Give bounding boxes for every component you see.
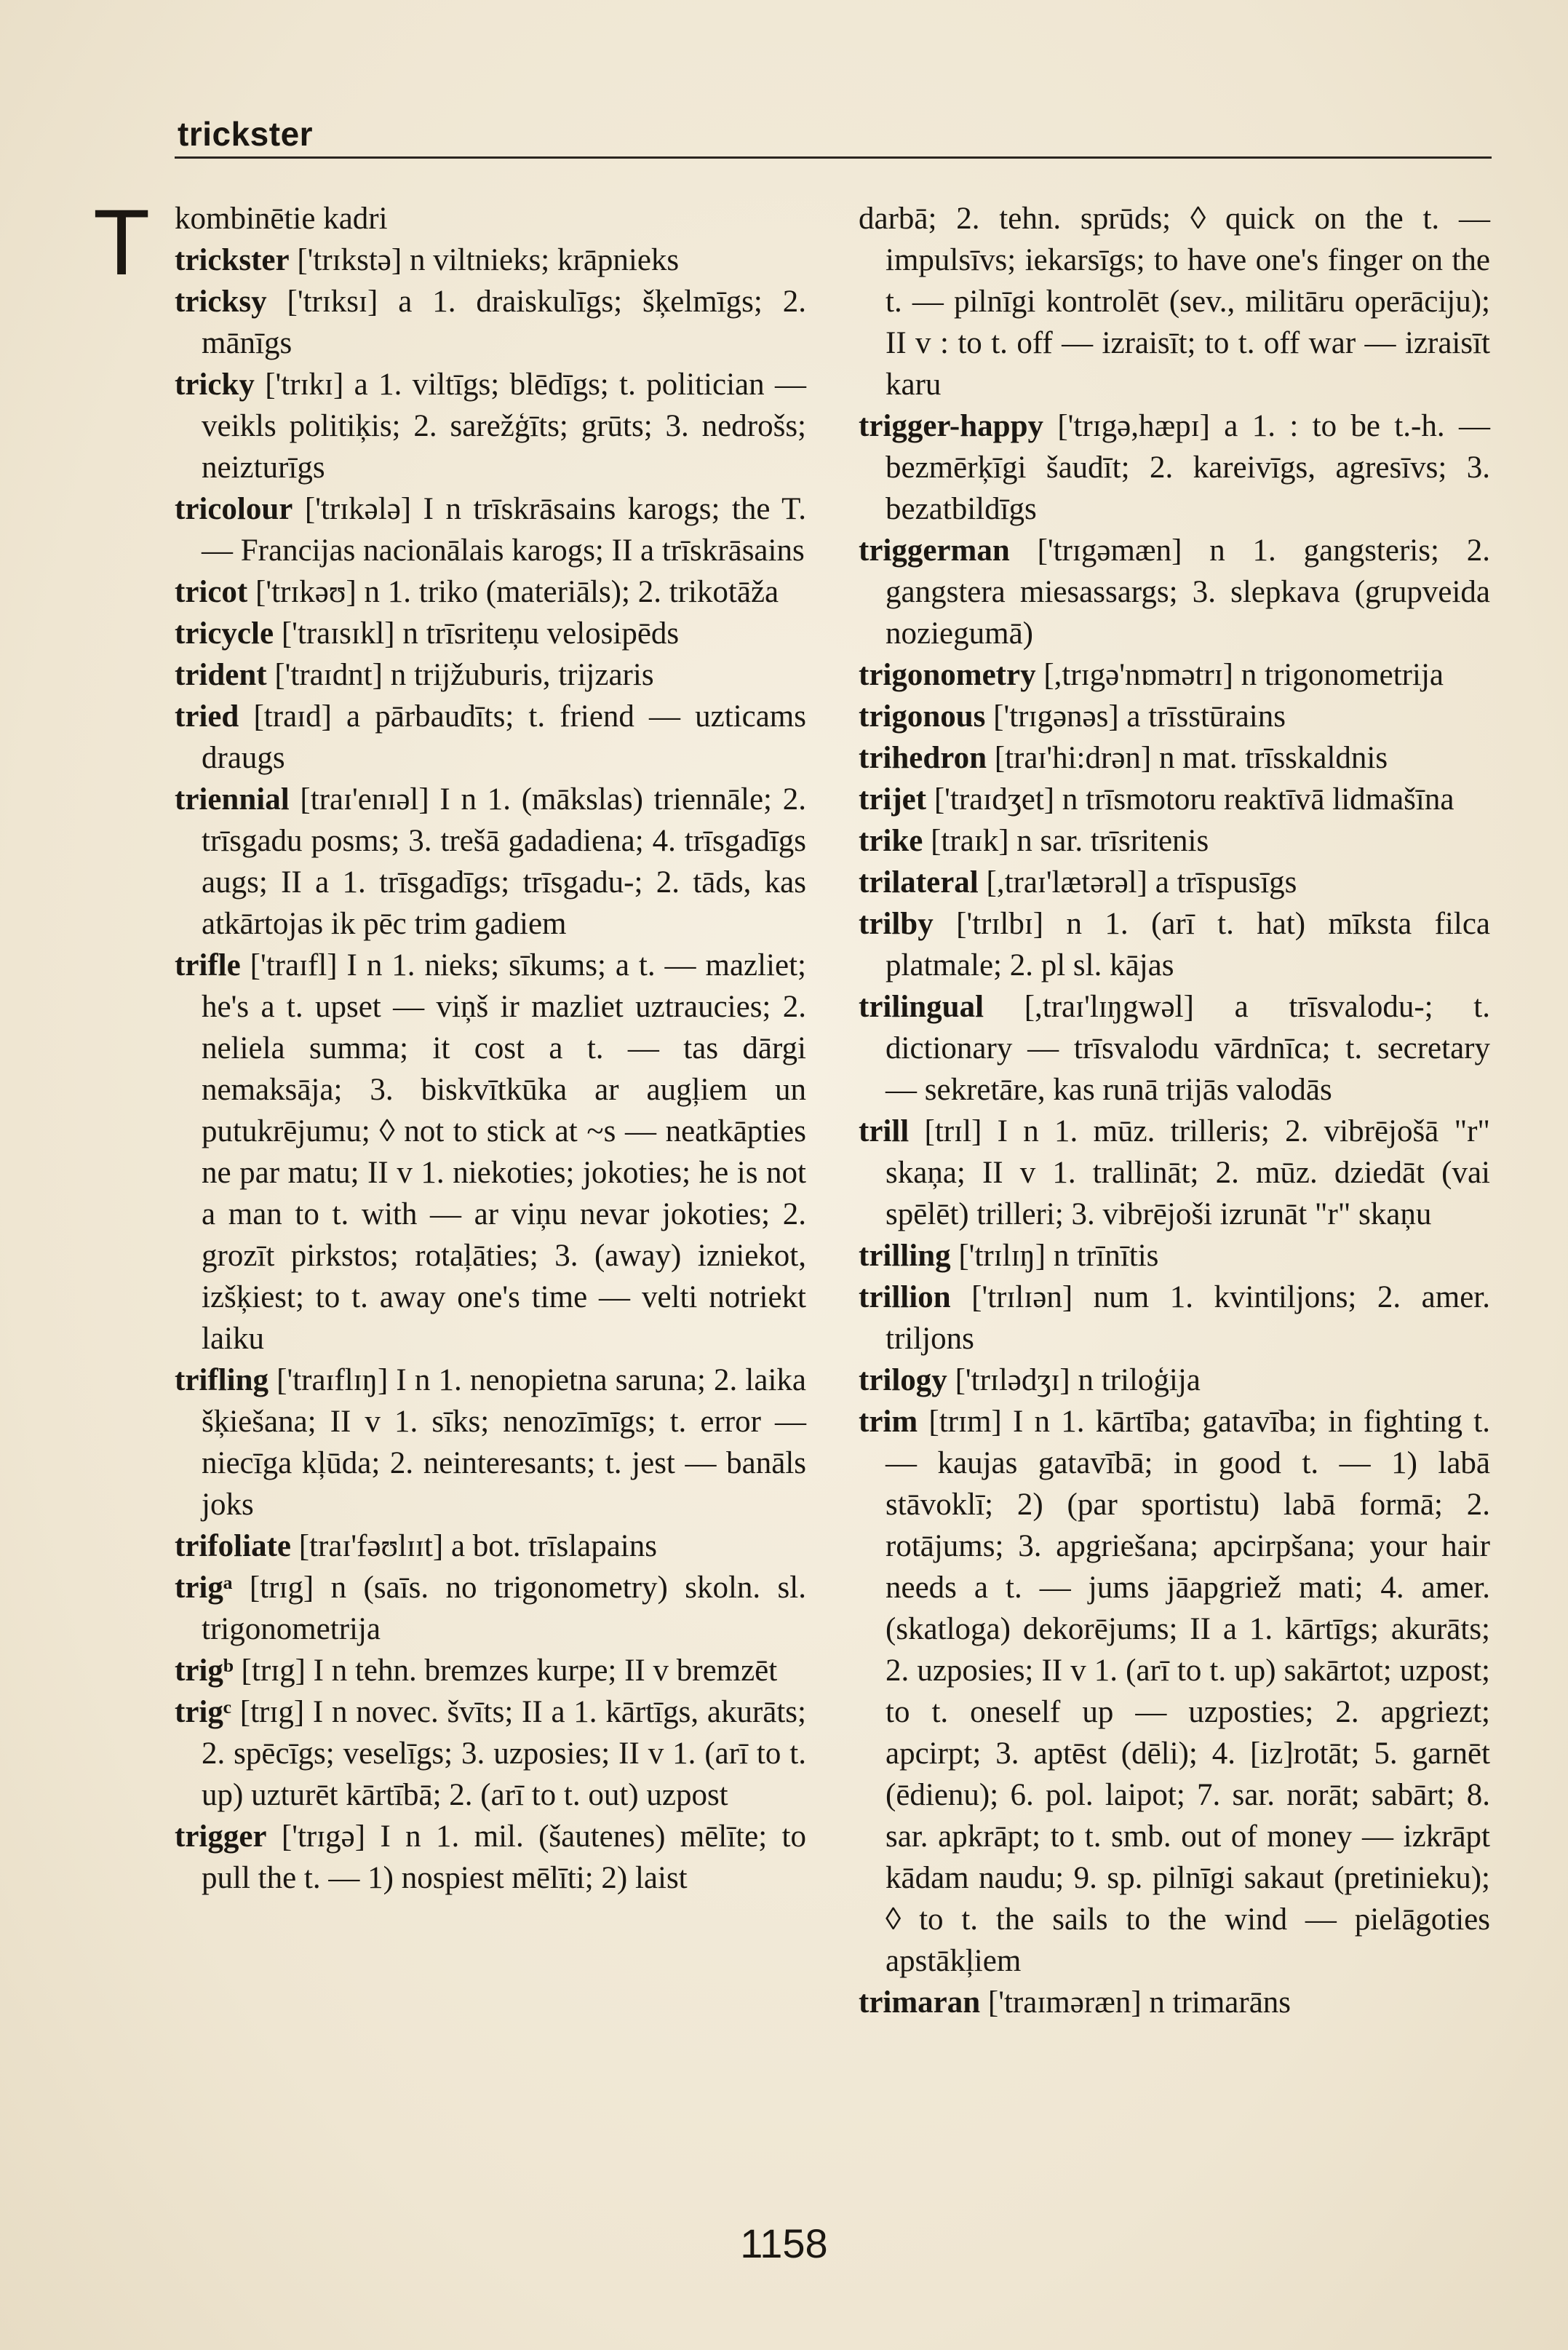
dictionary-entry xyxy=(175,1525,806,1567)
entry-definition: ['trɪgə,hæpɪ] a 1. : to be t.-h. — bezmērķīgi šaudīt; 2. kareivīgs, agresīvs; 3. bezatbildīgs xyxy=(886,409,1490,526)
dictionary-entry xyxy=(859,1111,1490,1235)
dictionary-entry xyxy=(859,1982,1490,2023)
dictionary-entry xyxy=(859,696,1490,737)
entry-definition: [trɪl] I n 1. mūz. trilleris; 2. vibrējošā "r" skaņa; II v 1. trallināt; 2. mūz. dziedāt (vai spēlēt) trilleri; 3. vibrējoši izrunāt "r" skaņu xyxy=(886,1114,1490,1231)
dictionary-entry xyxy=(175,1567,806,1650)
entry-headword: trilateral xyxy=(859,865,979,900)
entry-definition: ['trɪlədʒɪ] n triloģija xyxy=(947,1363,1201,1397)
dictionary-entry xyxy=(859,1359,1490,1401)
entry-definition: ['trɪlbɪ] n 1. (arī t. hat) mīksta filca platmale; 2. pl sl. kājas xyxy=(886,907,1490,983)
entry-definition: ['trɪkələ] I n trīskrāsains karogs; the T. — Francijas nacionālais karogs; II a trīskrāsains xyxy=(202,492,806,568)
section-letter: T xyxy=(93,191,151,295)
right-column xyxy=(859,198,1490,2023)
entry-headword: trifling xyxy=(175,1363,268,1397)
entry-definition: ['trɪlɪŋ] n trīnītis xyxy=(950,1239,1159,1273)
entry-definition: ['trɪkɪ] a 1. viltīgs; blēdīgs; t. politician — veikls politiķis; 2. sarežģīts; grūts; 3. nedrošs; neizturīgs xyxy=(202,368,806,485)
entry-headword: trifle xyxy=(175,948,241,983)
dictionary-entry xyxy=(175,945,806,1359)
entry-headword: trigᵇ xyxy=(175,1654,234,1688)
dictionary-entry xyxy=(175,364,806,488)
dictionary-entry xyxy=(175,239,806,281)
entry-definition: [traɪ'hi:drən] n mat. trīsskaldnis xyxy=(987,741,1388,775)
dictionary-entry xyxy=(859,862,1490,903)
entry-headword: trigger xyxy=(175,1819,267,1854)
dictionary-entry xyxy=(175,1359,806,1525)
entry-definition: ['traɪfl] I n 1. nieks; sīkums; a t. — mazliet; he's a t. upset — viņš ir mazliet uztraucies; 2. neliela summa; it cost a t. — tas dārgi nemaksāja; 3. biskvītkūka ar augļiem un putukrējumu; ◊ not to stick at ~s — neatkāpties ne par matu; II v 1. niekoties; jokoties; he is not a man to t. with — ar viņu nevar jokoties; 2. grozīt pirkstos; rotaļāties; 3. (away) izniekot, izšķiest; to t. away one's time — velti notriekt laiku xyxy=(202,948,806,1356)
dictionary-entry xyxy=(175,1816,806,1899)
entry-definition: [trɪg] n (saīs. no trigonometry) skoln. sl. trigonometrija xyxy=(202,1571,806,1646)
entry-definition: kombinētie kadri xyxy=(175,202,388,236)
dictionary-entry xyxy=(175,654,806,696)
entry-headword: trike xyxy=(859,824,923,858)
entry-definition: [,trɪgə'nɒmətrɪ] n trigonometrija xyxy=(1035,658,1444,692)
dictionary-entry xyxy=(859,198,1490,405)
entry-definition: ['trɪkəʊ] n 1. triko (materiāls); 2. trikotāža xyxy=(247,575,779,609)
entry-definition: ['trɪgənəs] a trīsstūrains xyxy=(985,699,1286,734)
entry-definition: [traɪ'enɪəl] I n 1. (mākslas) triennāle; 2. trīsgadu posms; 3. trešā gadadiena; 4. trīsgadīgs augs; II a 1. trīsgadīgs; trīsgadu-; 2. tāds, kas atkārtojas ik pēc trim gadiem xyxy=(202,782,806,941)
dictionary-entry xyxy=(175,1691,806,1816)
entry-headword: trickster xyxy=(175,243,290,277)
entry-definition: [traɪ'fəʊlɪɪt] a bot. trīslapains xyxy=(290,1529,657,1563)
entry-headword: trihedron xyxy=(859,741,987,775)
entry-headword: tricky xyxy=(175,368,255,402)
page-number: 1158 xyxy=(740,2220,828,2266)
entry-definition: darbā; 2. tehn. sprūds; ◊ quick on the t. — impulsīvs; iekarsīgs; to have one's finger on the t. — pilnīgi kontrolēt (sev., militāru operāciju); II v : to t. off — izraisīt; to t. off war — izraisīt karu xyxy=(859,202,1490,402)
entry-headword: trillion xyxy=(859,1280,951,1314)
entry-definition: ['traɪflɪŋ] I n 1. nenopietna saruna; 2. laika šķiešana; II v 1. sīks; nenozīmīgs; t. error — niecīga kļūda; 2. neinteresants; t. jest — banāls joks xyxy=(202,1363,806,1522)
entry-definition: [,traɪ'lɪŋgwəl] a trīsvalodu-; t. dictionary — trīsvalodu vārdnīca; t. secretary — sekretāre, kas runā trijās valodās xyxy=(886,990,1490,1107)
entry-headword: trilby xyxy=(859,907,934,941)
entry-definition: [trɪm] I n 1. kārtība; gatavība; in fighting t. — kaujas gatavībā; in good t. — 1) labā stāvoklī; 2) (par sportistu) labā formā; 2. rotājums; 3. apgriešana; apcirpšana; your hair needs a t. — jums jāapgriež mati; 4. amer. (skatloga) dekorējums; II a 1. kārtīgs; akurāts; 2. uzposies; II v 1. (arī to t. up) sakārtot; uzpost; to t. oneself up — uzposties; 2. apgriezt; apcirpt; 3. aptēst (dēli); 4. [iz]rotāt; 5. garnēt (ēdienu); 6. pol. laipot; 7. sar. norāt; sabārt; 8. sar. apkrāpt; to t. smb. out of money — izkrāpt kādam naudu; 9. sp. pilnīgi sakaut (pretinieku); ◊ to t. the sails to the wind — pielāgoties apstākļiem xyxy=(886,1405,1490,1978)
dictionary-entry xyxy=(859,820,1490,862)
entry-definition: ['traɪməræn] n trimarāns xyxy=(980,1985,1292,2020)
entry-headword: trilogy xyxy=(859,1363,947,1397)
entry-definition: [trɪg] I n novec. švīts; II a 1. kārtīgs, akurāts; 2. spēcīgs; veselīgs; 3. uzposies; II v 1. (arī to t. up) uzturēt kārtībā; 2. (arī to t. out) uzpost xyxy=(202,1695,806,1812)
entry-definition: ['traɪdnt] n trijžuburis, trijzaris xyxy=(266,658,654,692)
entry-headword: trifoliate xyxy=(175,1529,291,1563)
dictionary-entry xyxy=(859,530,1490,654)
entry-headword: trijet xyxy=(859,782,927,817)
entry-headword: trigger-happy xyxy=(859,409,1043,443)
entry-headword: trilingual xyxy=(859,990,984,1024)
dictionary-entry xyxy=(859,1401,1490,1982)
dictionary-entry xyxy=(175,1650,806,1691)
entry-headword: trigᶜ xyxy=(175,1695,232,1729)
entry-definition: ['trɪgəmæn] n 1. gangsteris; 2. gangstera miesassargs; 3. slepkava (grupveida noziegumā) xyxy=(886,533,1490,651)
entry-definition: ['traɪsɪkl] n trīsriteņu velosipēds xyxy=(274,616,680,651)
entry-headword: trident xyxy=(175,658,267,692)
dictionary-entry xyxy=(859,986,1490,1111)
entry-headword: trilling xyxy=(859,1239,951,1273)
entry-headword: tried xyxy=(175,699,239,734)
dictionary-entry xyxy=(859,737,1490,779)
dictionary-entry xyxy=(175,281,806,364)
entry-headword: triggerman xyxy=(859,533,1010,568)
dictionary-entry xyxy=(175,488,806,571)
dictionary-entry xyxy=(859,405,1490,530)
entry-headword: tricolour xyxy=(175,492,293,526)
dictionary-entry xyxy=(175,613,806,654)
entry-headword: trigonous xyxy=(859,699,986,734)
dictionary-entry xyxy=(859,1277,1490,1359)
entry-definition: [traɪk] n sar. trīsritenis xyxy=(923,824,1209,858)
entry-headword: trill xyxy=(859,1114,910,1148)
running-header xyxy=(175,109,1492,159)
entry-definition: [,traɪ'lætərəl] a trīspusīgs xyxy=(978,865,1297,900)
dictionary-entry xyxy=(175,198,806,239)
entry-definition: ['trɪksɪ] a 1. draiskulīgs; šķelmīgs; 2. mānīgs xyxy=(202,285,806,360)
dictionary-entry xyxy=(859,654,1490,696)
entry-headword: tricot xyxy=(175,575,248,609)
dictionary-entry xyxy=(859,903,1490,986)
entry-definition: ['trɪlɪən] num 1. kvintiljons; 2. amer. triljons xyxy=(886,1280,1490,1356)
dictionary-entry xyxy=(175,571,806,613)
dictionary-entry xyxy=(859,779,1490,820)
entry-definition: ['trɪkstə] n viltnieks; krāpnieks xyxy=(289,243,680,277)
dictionary-entry xyxy=(859,1235,1490,1277)
entry-headword: trim xyxy=(859,1405,918,1439)
entry-headword: trigonometry xyxy=(859,658,1036,692)
entry-headword: trigᵃ xyxy=(175,1571,233,1605)
entry-headword: tricycle xyxy=(175,616,274,651)
dictionary-entry xyxy=(175,696,806,779)
entry-headword: tricksy xyxy=(175,285,267,319)
entry-definition: ['traɪdʒet] n trīsmotoru reaktīvā lidmašīna xyxy=(926,782,1454,817)
entry-headword: triennial xyxy=(175,782,290,817)
left-column xyxy=(175,198,806,1899)
entry-definition: [traɪd] a pārbaudīts; t. friend — uzticams draugs xyxy=(202,699,806,775)
dictionary-entry xyxy=(175,779,806,945)
entry-definition: [trɪg] I n tehn. bremzes kurpe; II v bremzēt xyxy=(233,1654,778,1688)
entry-headword: trimaran xyxy=(859,1985,981,2020)
entry-definition: ['trɪgə] I n 1. mil. (šautenes) mēlīte; to pull the t. — 1) nospiest mēlīti; 2) laist xyxy=(202,1819,806,1895)
header-guide-word: trickster xyxy=(178,115,314,153)
